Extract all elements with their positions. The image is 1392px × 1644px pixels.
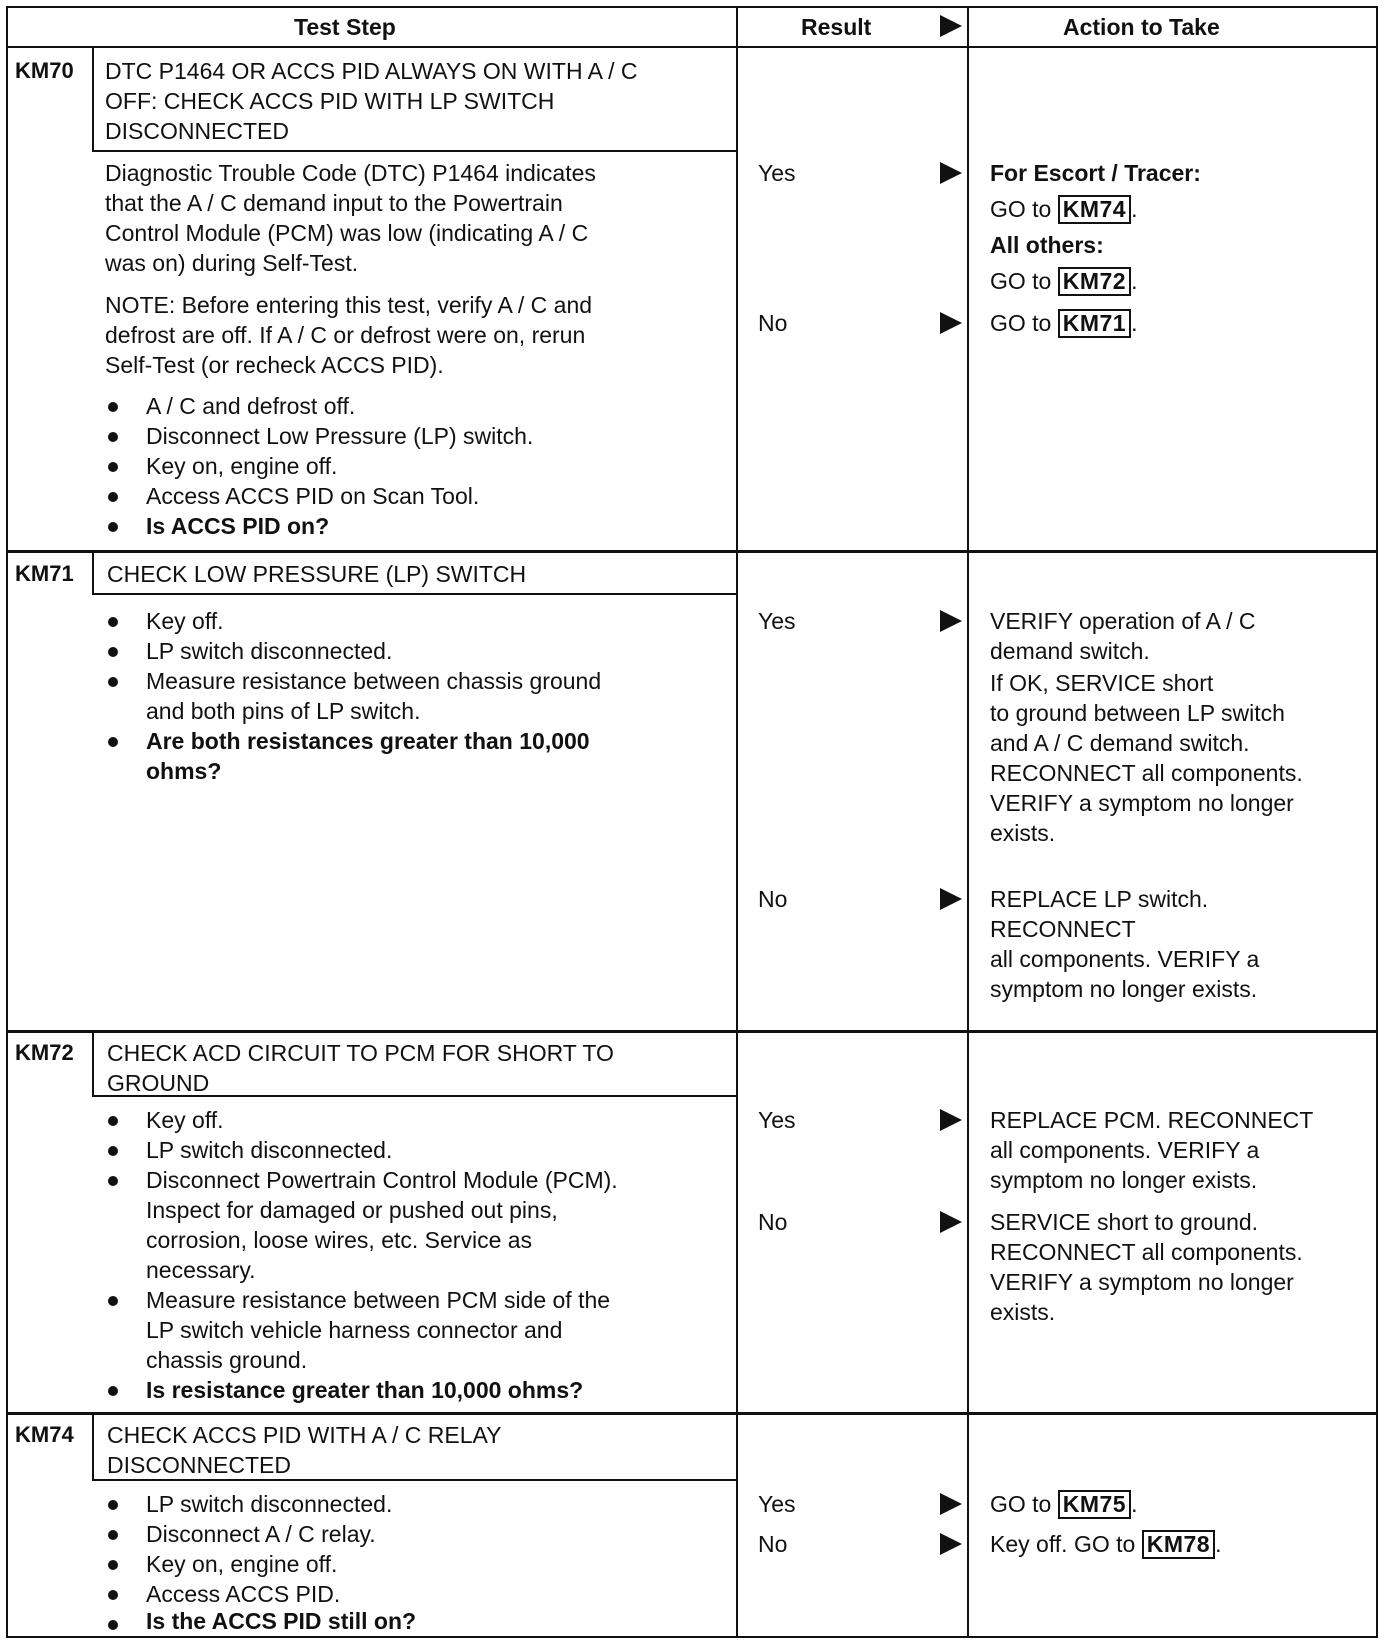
result-arrow-icon: [940, 162, 962, 184]
bullet-text: LP switch disconnected.: [146, 638, 393, 664]
header-arrow-icon: [940, 15, 962, 37]
step-title-line: DISCONNECTED: [107, 1452, 292, 1478]
table-border-bottom: [6, 1636, 1378, 1638]
header-rule: [6, 46, 1378, 48]
note-line: NOTE: Before entering this test, verify A / C and: [105, 292, 593, 318]
bullet-icon: [108, 522, 118, 532]
result-no: No: [758, 1209, 788, 1235]
bullet-text: Key off.: [146, 608, 224, 634]
bullet-text: Measure resistance between chassis ground: [146, 668, 602, 694]
step-title-line: DISCONNECTED: [105, 118, 290, 144]
bullet-question: Is the ACCS PID still on?: [146, 1608, 417, 1634]
action-line: VERIFY a symptom no longer: [990, 790, 1294, 816]
table-border-left: [6, 6, 8, 1638]
bullet-text: Key off.: [146, 1107, 224, 1133]
step-title-line: GROUND: [107, 1070, 210, 1096]
diagnostic-table: [6, 6, 1378, 1638]
ref-km71[interactable]: KM71: [1058, 309, 1131, 338]
bullet-text: corrosion, loose wires, etc. Service as: [146, 1227, 533, 1253]
bullet-text: LP switch disconnected.: [146, 1137, 393, 1163]
column-divider-result: [736, 6, 738, 1638]
bullet-icon: [108, 432, 118, 442]
result-yes: Yes: [758, 608, 796, 634]
code-divider: [92, 1415, 94, 1481]
bullet-icon: [108, 462, 118, 472]
step-separator: [6, 1412, 1378, 1415]
action-goto: GO to KM71 .: [990, 310, 1138, 336]
bullet-text: Access ACCS PID on Scan Tool.: [146, 483, 480, 509]
bullet-text: and both pins of LP switch.: [146, 698, 421, 724]
bullet-text: LP switch disconnected.: [146, 1491, 393, 1517]
bullet-icon: [108, 1296, 118, 1306]
action-line: exists.: [990, 1299, 1056, 1325]
intro-line: Control Module (PCM) was low (indicating A / C: [105, 220, 589, 246]
intro-line: was on) during Self-Test.: [105, 250, 359, 276]
action-line: demand switch.: [990, 638, 1150, 664]
result-no: No: [758, 1531, 788, 1557]
header-result: Result: [801, 14, 872, 40]
step-code: KM74: [15, 1422, 74, 1447]
bullet-text: chassis ground.: [146, 1347, 308, 1373]
action-line: all components. VERIFY a: [990, 946, 1260, 972]
step-code: KM72: [15, 1040, 74, 1065]
result-arrow-icon: [940, 888, 962, 910]
result-no: No: [758, 886, 788, 912]
bullet-icon: [108, 647, 118, 657]
bullet-icon: [108, 1590, 118, 1600]
code-divider: [92, 1033, 94, 1097]
bullet-text: necessary.: [146, 1257, 256, 1283]
column-divider-action: [967, 6, 969, 1638]
step-code: KM71: [15, 561, 74, 586]
action-line: exists.: [990, 820, 1056, 846]
action-goto: GO to KM75 .: [990, 1491, 1138, 1517]
table-border-right: [1376, 6, 1378, 1638]
bullet-icon: [108, 1560, 118, 1570]
action-line: symptom no longer exists.: [990, 976, 1258, 1002]
action-line: All others:: [990, 232, 1104, 258]
title-underline: [92, 150, 738, 152]
action-line: RECONNECT: [990, 916, 1136, 942]
bullet-icon: [108, 677, 118, 687]
result-yes: Yes: [758, 1491, 796, 1517]
result-arrow-icon: [940, 1493, 962, 1515]
step-title-line: CHECK ACD CIRCUIT TO PCM FOR SHORT TO: [107, 1040, 614, 1066]
action-line: REPLACE PCM. RECONNECT: [990, 1107, 1314, 1133]
diagnostic-table-page: [6, 6, 1378, 1638]
action-line: REPLACE LP switch.: [990, 886, 1209, 912]
action-line: all components. VERIFY a: [990, 1137, 1260, 1163]
bullet-text: Disconnect Powertrain Control Module (PCM).: [146, 1167, 618, 1193]
bullet-icon: [108, 492, 118, 502]
bullet-text: Measure resistance between PCM side of the: [146, 1287, 611, 1313]
bullet-question: Are both resistances greater than 10,000: [146, 728, 590, 754]
step-title-line: CHECK LOW PRESSURE (LP) SWITCH: [107, 561, 527, 587]
action-goto: GO to KM74 .: [990, 196, 1138, 222]
table-border-top: [6, 6, 1378, 8]
result-yes: Yes: [758, 160, 796, 186]
result-arrow-icon: [940, 610, 962, 632]
step-separator: [6, 550, 1378, 553]
result-yes: Yes: [758, 1107, 796, 1133]
bullet-question: Is resistance greater than 10,000 ohms?: [146, 1377, 584, 1403]
bullet-text: Inspect for damaged or pushed out pins,: [146, 1197, 558, 1223]
action-line: symptom no longer exists.: [990, 1167, 1258, 1193]
result-arrow-icon: [940, 312, 962, 334]
result-arrow-icon: [940, 1211, 962, 1233]
bullet-question: ohms?: [146, 758, 222, 784]
intro-line: that the A / C demand input to the Powertrain: [105, 190, 563, 216]
bullet-text: A / C and defrost off.: [146, 393, 356, 419]
ref-km75[interactable]: KM75: [1058, 1490, 1131, 1519]
ref-km74[interactable]: KM74: [1058, 195, 1131, 224]
step-title-line: CHECK ACCS PID WITH A / C RELAY: [107, 1422, 502, 1448]
action-line: For Escort / Tracer:: [990, 160, 1201, 186]
bullet-icon: [108, 1146, 118, 1156]
action-goto: GO to KM72 .: [990, 268, 1138, 294]
bullet-icon: [108, 1500, 118, 1510]
bullet-icon: [108, 1530, 118, 1540]
step-title-line: DTC P1464 OR ACCS PID ALWAYS ON WITH A / C: [105, 58, 638, 84]
code-divider: [92, 48, 94, 152]
title-underline: [92, 593, 738, 595]
bullet-text: Disconnect A / C relay.: [146, 1521, 376, 1547]
result-no: No: [758, 310, 788, 336]
header-action: Action to Take: [1063, 14, 1220, 40]
action-line: to ground between LP switch: [990, 700, 1285, 726]
action-goto: Key off. GO to KM78 .: [990, 1531, 1222, 1557]
header-test-step: Test Step: [294, 14, 396, 40]
ref-km72[interactable]: KM72: [1058, 267, 1131, 296]
bullet-question: Is ACCS PID on?: [146, 513, 330, 539]
action-line: and A / C demand switch.: [990, 730, 1250, 756]
bullet-text: LP switch vehicle harness connector and: [146, 1317, 563, 1343]
bullet-text: Key on, engine off.: [146, 453, 338, 479]
action-line: VERIFY a symptom no longer: [990, 1269, 1294, 1295]
bullet-text: Access ACCS PID.: [146, 1581, 341, 1607]
result-arrow-icon: [940, 1533, 962, 1555]
action-line: RECONNECT all components.: [990, 760, 1303, 786]
bullet-icon: [108, 737, 118, 747]
action-line: If OK, SERVICE short: [990, 670, 1214, 696]
bullet-icon: [108, 402, 118, 412]
step-separator: [6, 1030, 1378, 1033]
code-divider: [92, 553, 94, 595]
step-code: KM70: [15, 58, 74, 83]
bullet-text: Key on, engine off.: [146, 1551, 338, 1577]
note-line: Self-Test (or recheck ACCS PID).: [105, 352, 444, 378]
bullet-text: Disconnect Low Pressure (LP) switch.: [146, 423, 534, 449]
action-line: SERVICE short to ground.: [990, 1209, 1259, 1235]
ref-km78[interactable]: KM78: [1142, 1530, 1215, 1559]
bullet-icon: [108, 617, 118, 627]
bullet-icon: [108, 1620, 118, 1630]
bullet-icon: [108, 1176, 118, 1186]
bullet-icon: [108, 1116, 118, 1126]
step-title-line: OFF: CHECK ACCS PID WITH LP SWITCH: [105, 88, 555, 114]
bullet-icon: [108, 1386, 118, 1396]
intro-line: Diagnostic Trouble Code (DTC) P1464 indicates: [105, 160, 596, 186]
action-line: RECONNECT all components.: [990, 1239, 1303, 1265]
note-line: defrost are off. If A / C or defrost were on, rerun: [105, 322, 586, 348]
action-line: VERIFY operation of A / C: [990, 608, 1256, 634]
result-arrow-icon: [940, 1109, 962, 1131]
